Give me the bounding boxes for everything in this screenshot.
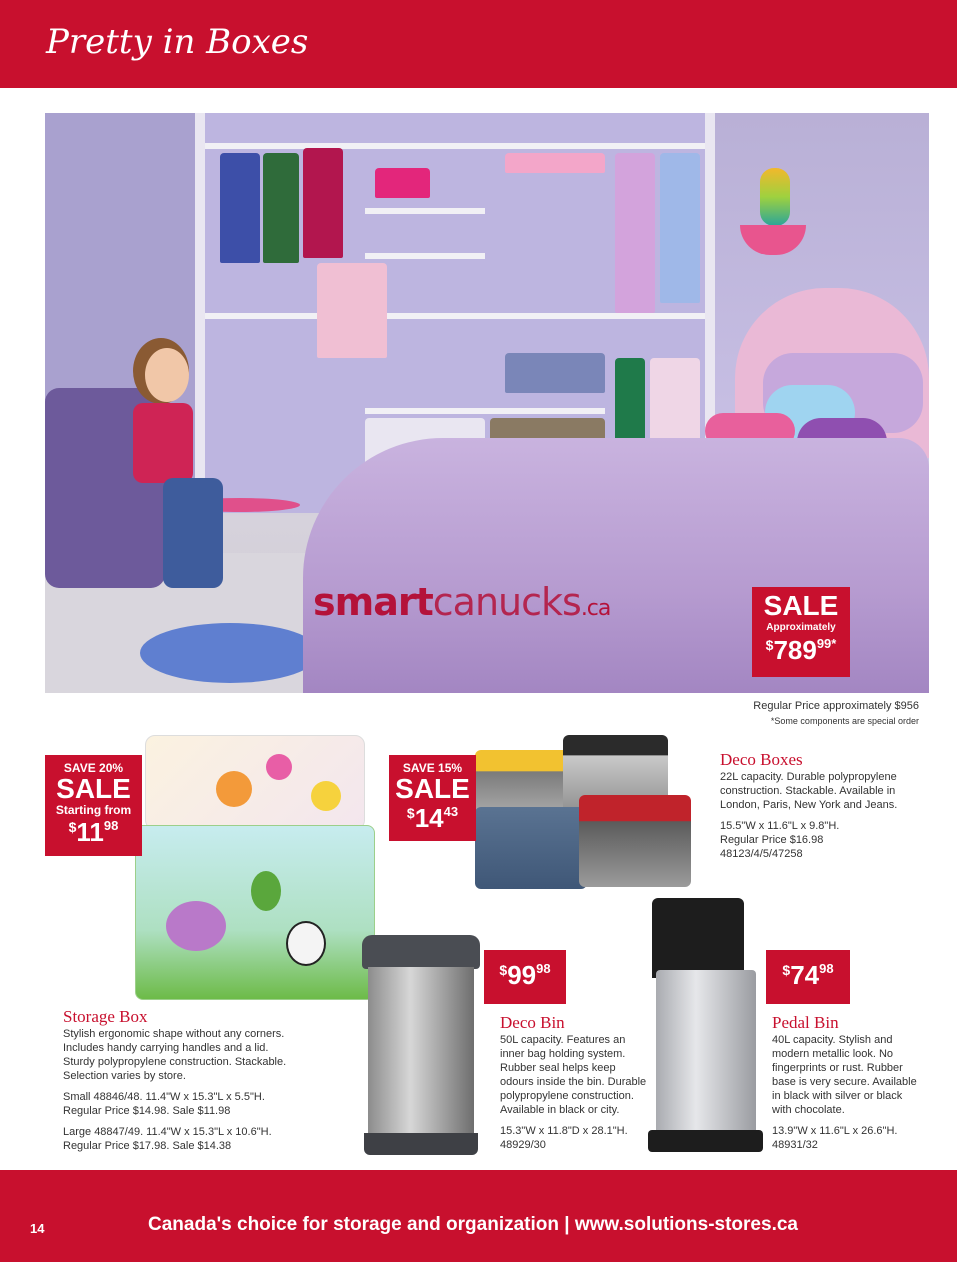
pedal-bin-lid [652, 898, 744, 978]
product-description: 50L capacity. Features an inner bag holding system. Rubber seal helps keep odours inside the bin. Durable polypropylene construction. Available in black or city. [500, 1034, 647, 1116]
save-percent: SAVE 15% [402, 761, 463, 775]
hippo-print [166, 901, 226, 951]
folded-item [505, 353, 605, 393]
storage-box-lid [145, 735, 365, 830]
hanging-clothes [220, 153, 260, 263]
girl-legs [163, 478, 223, 588]
product-description: 40L capacity. Stylish and modern metallic look. No fingerprints or rust. Rubber base is very secure. Available in black with silver or black with chocolate. [772, 1034, 917, 1116]
storage-box-body [135, 825, 375, 1000]
hanging-clothes [303, 148, 343, 258]
watermark-canucks: canucks [432, 580, 581, 624]
folded-item [505, 153, 605, 173]
product-description: 22L capacity. Durable polypropylene construction. Stackable. Available in London, Paris, New York and Jeans. [720, 771, 898, 811]
closet-shelf [205, 313, 705, 319]
zebra-print [286, 921, 326, 966]
storage-box-sale-tag [45, 755, 142, 856]
page-title: Pretty in Boxes [46, 22, 309, 62]
product-title: Deco Boxes [720, 750, 803, 769]
london-box [579, 795, 691, 887]
pedal-bin-price-tag [766, 950, 850, 1004]
sale-qualifier: Approximately [766, 622, 836, 633]
girl-body [133, 403, 193, 483]
deco-bin-details [500, 1013, 675, 1152]
sale-label: SALE [56, 773, 131, 804]
page-number: 14 [30, 1221, 45, 1236]
footer-tagline: Canada's choice for storage and organization | www.solutions-stores.ca [148, 1214, 798, 1235]
hanging-clothes [660, 153, 700, 303]
deco-boxes-image [475, 735, 695, 890]
footnote: *Some components are special order [770, 716, 919, 726]
bin-body-city-print [368, 967, 474, 1137]
flower-print [311, 781, 341, 811]
save-percent: SAVE 20% [63, 761, 124, 775]
product-description: Stylish ergonomic shape without any corners. Includes handy carrying handles and a lid. Sturdy polypropylene construction. Stackable. Selection varies by store. [63, 1028, 287, 1082]
vase [760, 168, 790, 226]
closet-shelf [365, 408, 605, 414]
deco-boxes-sale-tag [389, 755, 476, 841]
closet-shelf [365, 208, 485, 214]
watermark-smart: smart [313, 580, 433, 624]
sale-label: SALE [763, 590, 839, 621]
deco-bin-image [362, 935, 480, 1155]
folded-item [375, 168, 430, 198]
large-size-specs: Large 48847/49. 11.4"W x 15.3"L x 10.6"H. Regular Price $17.98. Sale $14.38 [63, 1126, 272, 1152]
closet-shelf [205, 143, 705, 149]
product-specs: 15.3"W x 11.8"D x 28.1"H. 48929/30 [500, 1125, 628, 1151]
tree-print [251, 871, 281, 911]
product-title: Deco Bin [500, 1013, 565, 1032]
flower-rug [140, 623, 320, 683]
flower-wall-shelf [740, 225, 806, 255]
page-header [0, 0, 957, 88]
small-size-specs: Small 48846/48. 11.4"W x 15.3"L x 5.5"H. Regular Price $14.98. Sale $11.98 [63, 1091, 265, 1117]
storage-box-image [135, 735, 375, 1000]
flower-print [266, 754, 292, 780]
hero-price-note [753, 699, 919, 729]
flower-print [216, 771, 252, 807]
deco-boxes-details [720, 750, 935, 861]
product-title: Storage Box [63, 1007, 148, 1026]
bin-lid [362, 935, 480, 969]
product-specs: 15.5"W x 11.6"L x 9.8"H. Regular Price $16.98 48123/4/5/47258 [720, 820, 840, 860]
jeans-box [475, 807, 587, 889]
bin-base [364, 1133, 478, 1155]
hanging-clothes [263, 153, 299, 263]
sale-price: $\$789^{99*}$ [765, 635, 837, 665]
hero-sale-tag [752, 587, 850, 677]
sale-label: SALE [395, 773, 470, 804]
product-title: Pedal Bin [772, 1013, 839, 1032]
deco-bin-price-tag [484, 950, 566, 1004]
hanging-clothes [615, 153, 655, 313]
girl-figure [103, 348, 213, 598]
regular-price: Regular Price approximately $956 [753, 700, 919, 712]
sale-price: $\$11^{98}$ [68, 817, 119, 847]
watermark-domain: .ca [580, 596, 611, 621]
price: $\$74^{98}$ [782, 960, 834, 990]
pedal-bin-details [772, 1013, 947, 1152]
product-specs: 13.9"W x 11.6"L x 26.6"H. 48931/32 [772, 1125, 898, 1151]
watermark [313, 580, 610, 624]
girl-head [145, 348, 189, 402]
hanging-clothes [317, 263, 387, 358]
sale-price: $\$14^{43}$ [406, 803, 459, 833]
closet-shelf [365, 253, 485, 259]
storage-box-details [63, 1007, 313, 1153]
page-footer [0, 1170, 957, 1262]
price: $\$99^{98}$ [499, 960, 551, 990]
starting-from: Starting from [55, 803, 132, 817]
